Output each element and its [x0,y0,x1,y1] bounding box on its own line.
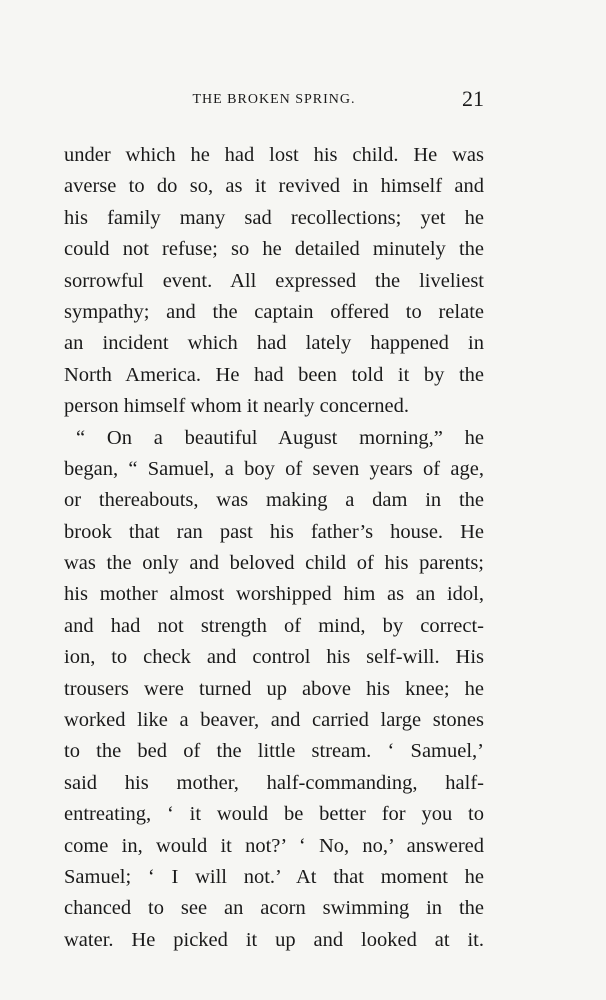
text-line: averse to do so, as it revived in himself and [64,175,484,198]
text-line: entreating, ‘ it would be better for you to [64,803,484,826]
text-line: “ On a beautiful August morning,” he [76,426,484,449]
text-line: sympathy; and the captain offered to relate [64,300,484,323]
text-line: ion, to check and control his self-will. His [64,646,484,669]
text-line: brook that ran past his father’s house. He [64,520,484,543]
page-number: 21 [462,86,484,111]
text-line: an incident which had lately happened in [64,332,484,355]
text-line: trousers were turned up above his knee; he [64,677,484,700]
text-line: his family many sad recollections; yet he [64,206,484,229]
text-line: Samuel; ‘ I will not.’ At that moment he [64,865,484,888]
text-line: and had not strength of mind, by correct- [64,614,484,637]
text-line: could not refuse; so he detailed minutely the [64,238,484,261]
text-line: was the only and beloved child of his parents; [64,552,484,575]
text-line: his mother almost worshipped him as an idol, [64,583,484,606]
text-line: person himself whom it nearly concerned. [64,395,409,418]
text-line: chanced to see an acorn swimming in the [64,897,484,920]
page-header [64,88,484,112]
text-line: come in, would it not?’ ‘ No, no,’ answered [64,834,484,857]
text-line: water. He picked it up and looked at it. [64,928,484,951]
text-line: or thereabouts, was making a dam in the [64,489,484,512]
text-line: to the bed of the little stream. ‘ Samuel,’ [64,740,484,763]
text-line: under which he had lost his child. He was [64,144,484,166]
text-line: began, “ Samuel, a boy of seven years of age, [64,457,484,480]
text-line: sorrowful event. All expressed the liveliest [64,269,484,292]
text-line: said his mother, half-commanding, half- [64,771,484,794]
running-title: THE BROKEN SPRING. [192,92,356,107]
text-line: worked like a beaver, and carried large stones [64,709,484,732]
body-text [64,140,484,956]
text-line: North America. He had been told it by the [64,363,484,386]
